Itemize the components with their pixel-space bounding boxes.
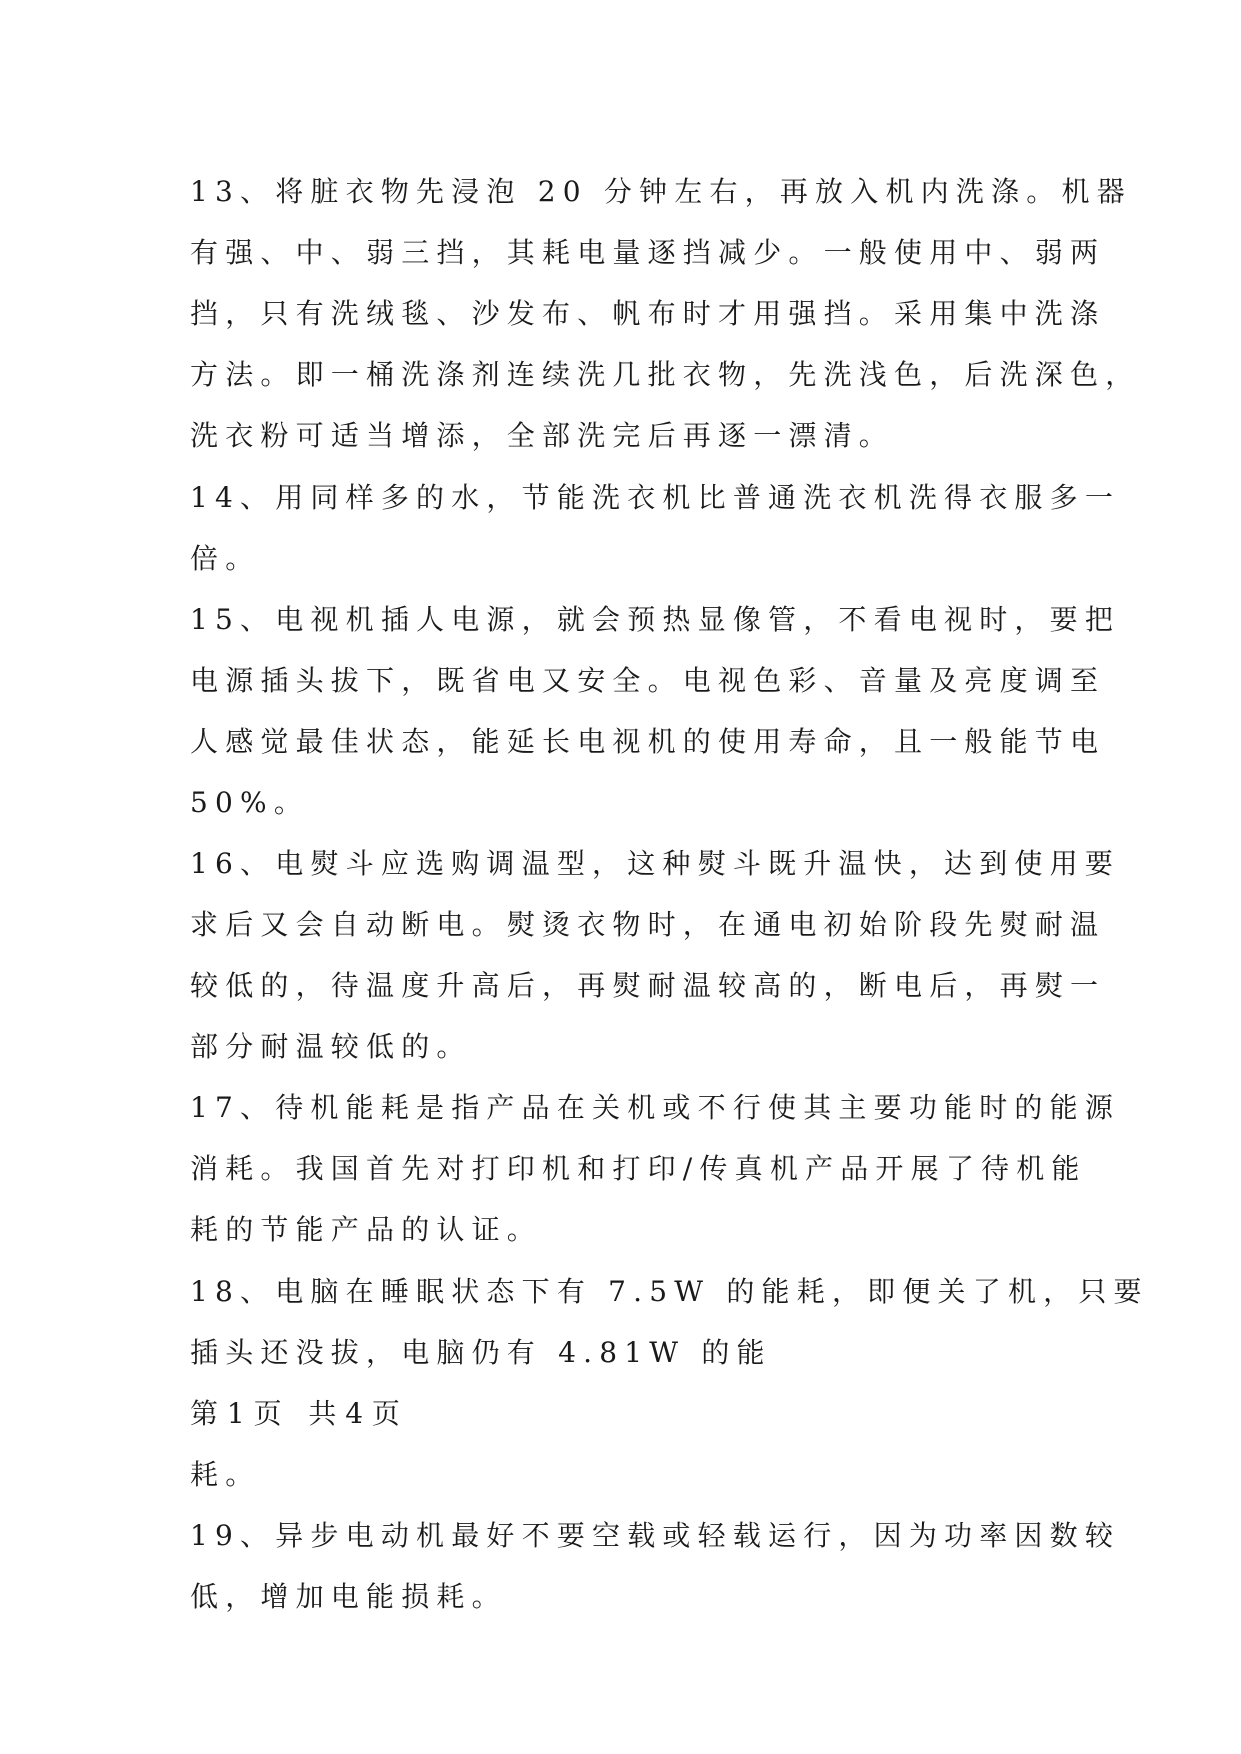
text-line: 有强、中、弱三挡，其耗电量逐挡减少。一般使用中、弱两	[190, 236, 1106, 269]
text-line: 求后又会自动断电。熨烫衣物时，在通电初始阶段先熨耐温	[190, 908, 1106, 941]
text-line: 14、用同样多的水，节能洗衣机比普通洗衣机洗得衣服多一	[190, 481, 1121, 514]
text-line: 挡，只有洗绒毯、沙发布、帆布时才用强挡。采用集中洗涤	[190, 297, 1106, 330]
text-line: 16、电熨斗应选购调温型，这种熨斗既升温快，达到使用要	[190, 847, 1121, 880]
text-line: 部分耐温较低的。	[190, 1030, 472, 1063]
text-line: 19、异步电动机最好不要空载或轻载运行，因为功率因数较	[190, 1519, 1121, 1552]
text-line: 方法。即一桶洗涤剂连续洗几批衣物，先洗浅色，后洗深色，	[190, 358, 1141, 391]
text-line: 低，增加电能损耗。	[190, 1580, 507, 1613]
text-line: 消耗。我国首先对打印机和打印/传真机产品开展了待机能	[190, 1152, 1087, 1185]
text-line: 洗衣粉可适当增添，全部洗完后再逐一漂清。	[190, 419, 895, 452]
text-line: 13、将脏衣物先浸泡 20 分钟左右，再放入机内洗涤。机器	[190, 175, 1132, 208]
text-line: 耗的节能产品的认证。	[190, 1213, 543, 1246]
text-line: 耗。	[190, 1458, 261, 1491]
page-footer: 第 1 页 共 4 页	[190, 1397, 400, 1430]
text-line: 电源插头拔下，既省电又安全。电视色彩、音量及亮度调至	[190, 664, 1106, 697]
text-line: 插头还没拔，电脑仍有 4.81W 的能	[190, 1336, 772, 1369]
text-line: 17、待机能耗是指产品在关机或不行使其主要功能时的能源	[190, 1091, 1121, 1124]
text-line: 倍。	[190, 542, 261, 575]
text-line: 18、电脑在睡眠状态下有 7.5W 的能耗，即便关了机，只要	[190, 1275, 1149, 1308]
text-line: 15、电视机插人电源，就会预热显像管，不看电视时，要把	[190, 603, 1121, 636]
text-line: 50%。	[190, 786, 310, 819]
text-line: 人感觉最佳状态，能延长电视机的使用寿命，且一般能节电	[190, 725, 1106, 758]
text-line: 较低的，待温度升高后，再熨耐温较高的，断电后，再熨一	[190, 969, 1106, 1002]
